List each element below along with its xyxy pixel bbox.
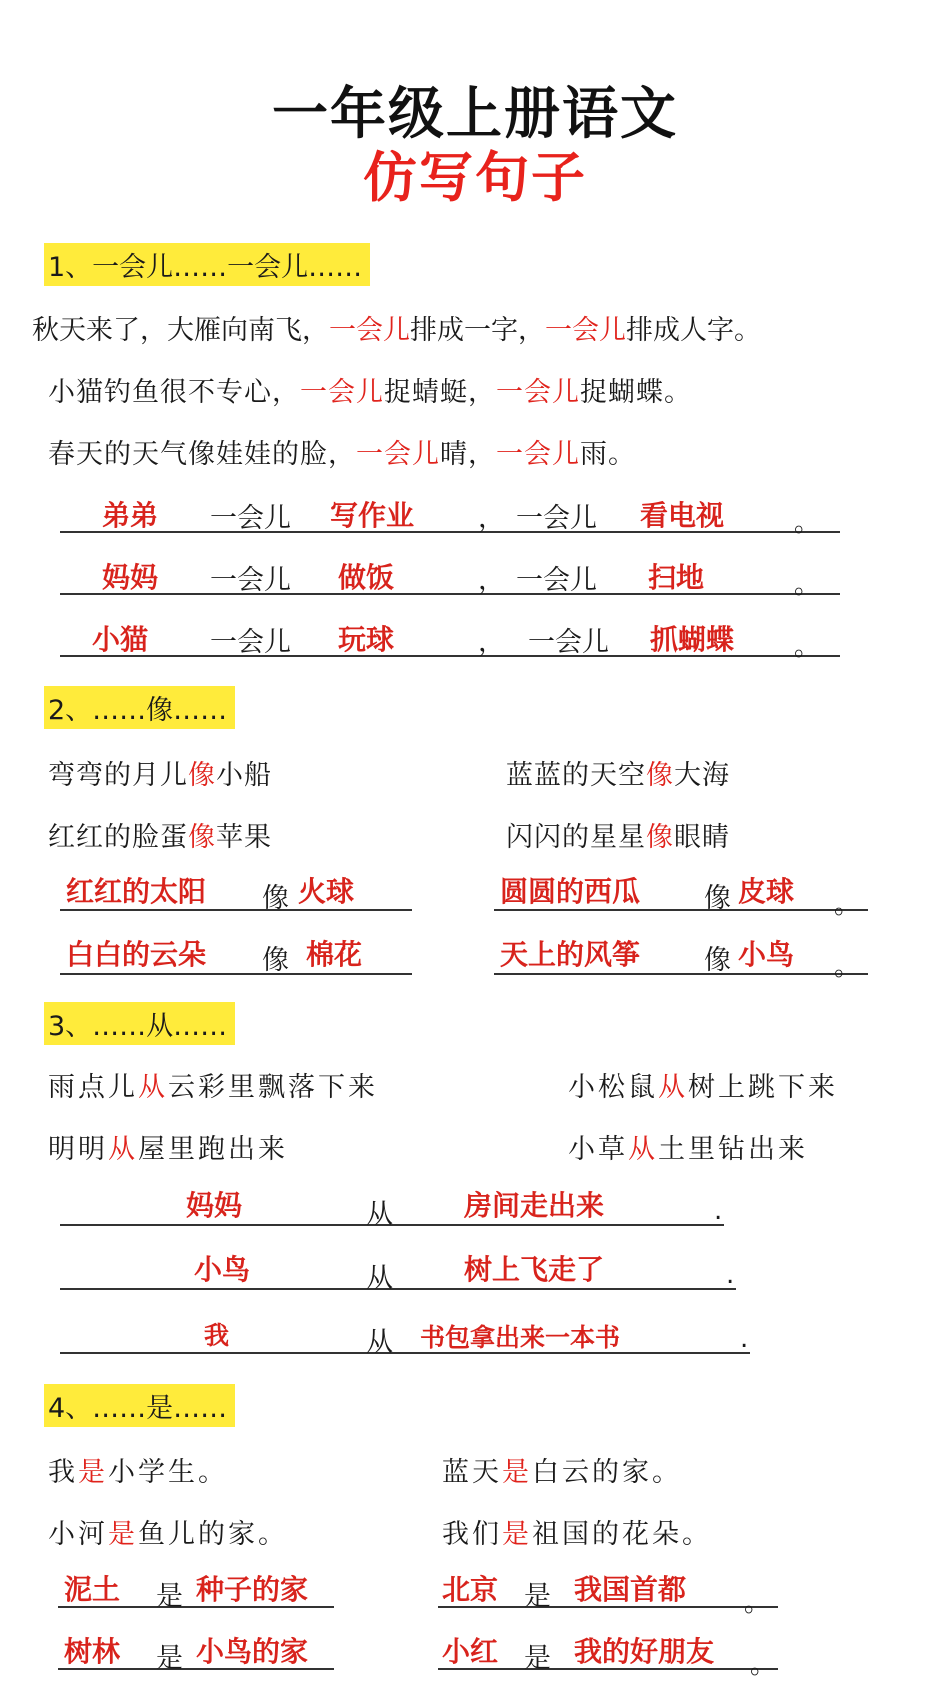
answer-second: 抓蝴蝶 bbox=[650, 623, 735, 656]
keyword-label: 是 bbox=[524, 1643, 551, 1674]
answer-subject: 弟弟 bbox=[102, 499, 159, 532]
answer-b: 我的好朋友 bbox=[574, 1635, 715, 1668]
page-subtitle: 仿写句子 bbox=[363, 146, 587, 209]
comma: ， bbox=[478, 503, 505, 534]
connector-label: 一会儿 bbox=[210, 565, 291, 596]
section-4-example: 小河是鱼儿的家。 bbox=[48, 1519, 288, 1550]
answer-b: 小鸟 bbox=[738, 938, 795, 971]
answer-a: 树林 bbox=[64, 1635, 121, 1668]
answer-a: 小鸟 bbox=[194, 1253, 251, 1286]
answer-first: 玩球 bbox=[338, 623, 395, 656]
answer-b: 小鸟的家 bbox=[196, 1635, 309, 1668]
section-4-example: 蓝天是白云的家。 bbox=[442, 1457, 682, 1488]
answer-a: 妈妈 bbox=[186, 1189, 243, 1222]
answer-first: 写作业 bbox=[330, 499, 415, 532]
section-2-example: 弯弯的月儿像小船 bbox=[48, 760, 272, 791]
answer-a: 我 bbox=[204, 1321, 230, 1350]
section-1-heading: 1、一会儿……一会儿…… bbox=[44, 243, 370, 286]
connector-label: 一会儿 bbox=[210, 503, 291, 534]
period: 。 bbox=[834, 952, 861, 982]
answer-b: 火球 bbox=[298, 875, 355, 908]
keyword-label: 是 bbox=[524, 1581, 551, 1612]
answer-a: 小红 bbox=[442, 1635, 499, 1668]
section-3-heading: 3、……从…… bbox=[44, 1002, 235, 1045]
section-4-example: 我是小学生。 bbox=[48, 1457, 228, 1488]
answer-a: 白白的云朵 bbox=[66, 938, 207, 971]
section-4-heading: 4、……是…… bbox=[44, 1384, 235, 1427]
keyword-label: 从 bbox=[366, 1199, 393, 1230]
connector-label: 一会儿 bbox=[528, 627, 609, 658]
connector-label: 一会儿 bbox=[210, 627, 291, 658]
answer-b: 房间走出来 bbox=[464, 1189, 605, 1222]
section-1-example-1: 秋天来了，大雁向南飞，一会儿排成一字，一会儿排成人字。 bbox=[32, 315, 761, 346]
answer-b: 棉花 bbox=[306, 938, 363, 971]
keyword-label: 是 bbox=[156, 1643, 183, 1674]
answer-b: 皮球 bbox=[738, 875, 795, 908]
connector-label: 一会儿 bbox=[516, 503, 597, 534]
section-3-example: 雨点儿从云彩里飘落下来 bbox=[48, 1072, 378, 1103]
answer-second: 看电视 bbox=[640, 499, 725, 532]
period: 。 bbox=[834, 890, 861, 920]
section-2-example: 闪闪的星星像眼睛 bbox=[506, 822, 730, 853]
section-1-example-3: 春天的天气像娃娃的脸，一会儿晴，一会儿雨。 bbox=[48, 439, 636, 470]
answer-subject: 小猫 bbox=[92, 623, 149, 656]
section-4-example: 我们是祖国的花朵。 bbox=[442, 1519, 712, 1550]
answer-b: 种子的家 bbox=[196, 1573, 309, 1606]
connector-label: 一会儿 bbox=[516, 565, 597, 596]
keyword-label: 像 bbox=[262, 883, 289, 914]
section-3-example: 明明从屋里跑出来 bbox=[48, 1134, 288, 1165]
period: 。 bbox=[750, 1650, 777, 1680]
answer-second: 扫地 bbox=[648, 561, 705, 594]
keyword-label: 从 bbox=[366, 1263, 393, 1294]
answer-b: 树上飞走了 bbox=[464, 1253, 605, 1286]
keyword-label: 像 bbox=[704, 945, 731, 976]
section-2-example: 红红的脸蛋像苹果 bbox=[48, 822, 272, 853]
period: . bbox=[726, 1260, 735, 1290]
answer-first: 做饭 bbox=[338, 561, 395, 594]
comma: ， bbox=[478, 565, 505, 596]
answer-a: 泥土 bbox=[64, 1573, 121, 1606]
period: 。 bbox=[794, 570, 821, 600]
section-2-example: 蓝蓝的天空像大海 bbox=[506, 760, 730, 791]
period: 。 bbox=[744, 1588, 771, 1618]
period: . bbox=[740, 1324, 749, 1354]
keyword-label: 从 bbox=[366, 1327, 393, 1358]
section-3-example: 小草从土里钻出来 bbox=[568, 1134, 808, 1165]
keyword-label: 像 bbox=[704, 883, 731, 914]
answer-a: 圆圆的西瓜 bbox=[500, 875, 641, 908]
keyword-label: 是 bbox=[156, 1581, 183, 1612]
answer-a: 北京 bbox=[442, 1573, 499, 1606]
answer-a: 天上的风筝 bbox=[500, 938, 641, 971]
answer-a: 红红的太阳 bbox=[66, 875, 207, 908]
comma: ， bbox=[478, 627, 505, 658]
section-3-example: 小松鼠从树上跳下来 bbox=[568, 1072, 838, 1103]
answer-b: 我国首都 bbox=[574, 1573, 687, 1606]
section-1-example-2: 小猫钓鱼很不专心，一会儿捉蜻蜓，一会儿捉蝴蝶。 bbox=[48, 377, 692, 408]
period: . bbox=[714, 1196, 723, 1226]
section-2-heading: 2、……像…… bbox=[44, 686, 235, 729]
answer-b: 书包拿出来一本书 bbox=[420, 1323, 621, 1352]
keyword-label: 像 bbox=[262, 945, 289, 976]
page-title: 一年级上册语文 bbox=[272, 82, 678, 147]
answer-subject: 妈妈 bbox=[102, 561, 159, 594]
period: 。 bbox=[794, 508, 821, 538]
period: 。 bbox=[794, 632, 821, 662]
